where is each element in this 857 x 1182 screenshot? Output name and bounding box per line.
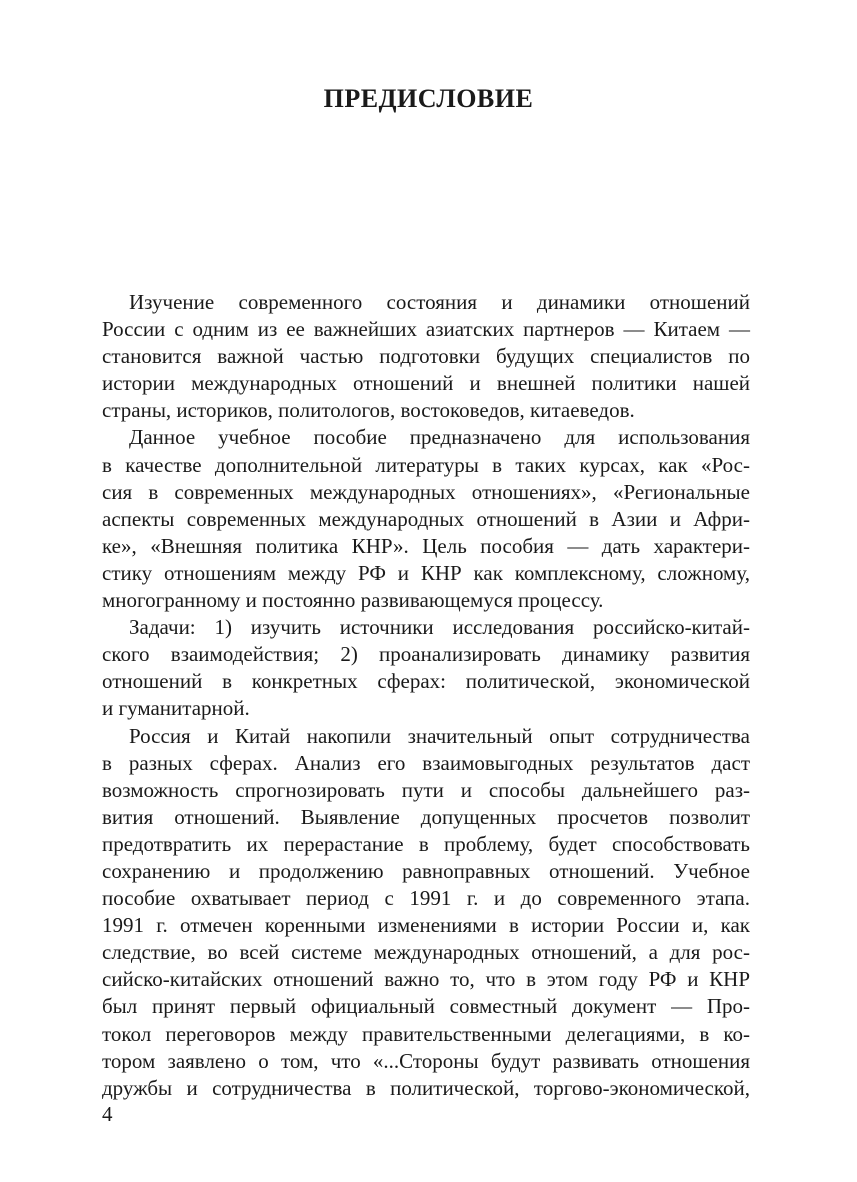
page-title: ПРЕДИСЛОВИЕ: [323, 84, 534, 113]
text-line: в качестве дополнительной литературы в таких курсах, как «Рос-: [102, 452, 750, 477]
text-line: Россия и Китай накопили значительный опыт сотрудничества: [129, 723, 750, 748]
text-line: многогранному и постоянно развивающемуся процессу.: [102, 588, 604, 613]
body-text: [102, 289, 750, 1102]
text-line: России с одним из ее важнейших азиатских партнеров — Китаем —: [102, 317, 750, 342]
text-line: сийско-китайских отношений важно то, что в этом году РФ и КНР: [102, 967, 750, 992]
text-line: и гуманитарной.: [102, 696, 250, 721]
text-line: страны, историков, политологов, востоковедов, китаеведов.: [102, 398, 635, 423]
page-number: 4: [102, 1102, 113, 1126]
text-line: Данное учебное пособие предназначено для использования: [129, 425, 750, 450]
text-line: следствие, во всей системе международных отношений, а для рос-: [102, 940, 750, 965]
text-line: сохранению и продолжению равноправных отношений. Учебное: [102, 858, 750, 883]
paragraph-3: [102, 614, 750, 722]
text-line: ского взаимодействия; 2) проанализировать динамику развития: [102, 642, 750, 667]
paragraph-4: [102, 723, 750, 1102]
text-line: Задачи: 1) изучить источники исследования российско-китай-: [129, 615, 750, 640]
text-line: возможность спрогнозировать пути и способы дальнейшего раз-: [102, 777, 750, 802]
text-line: становится важной частью подготовки будущих специалистов по: [102, 344, 750, 369]
paragraph-2: [102, 424, 750, 614]
paragraph-1: [102, 289, 750, 424]
text-line: в разных сферах. Анализ его взаимовыгодных результатов даст: [102, 750, 750, 775]
text-line: токол переговоров между правительственными делегациями, в ко-: [102, 1021, 750, 1046]
text-line: предотвратить их перерастание в проблему, будет способствовать: [102, 831, 750, 856]
text-line: был принят первый официальный совместный документ — Про-: [102, 994, 750, 1019]
text-line: стику отношениям между РФ и КНР как комплексному, сложному,: [102, 560, 750, 585]
text-line: Изучение современного состояния и динамики отношений: [129, 290, 750, 314]
text-line: дружбы и сотрудничества в политической, торгово-экономической,: [102, 1075, 750, 1100]
text-line: 1991 г. отмечен коренными изменениями в истории России и, как: [102, 913, 750, 938]
text-line: аспекты современных международных отношений в Азии и Афри-: [102, 506, 750, 531]
text-line: отношений в конкретных сферах: политической, экономической: [102, 669, 750, 694]
text-line: тором заявлено о том, что «...Стороны будут развивать отношения: [102, 1048, 750, 1073]
text-line: вития отношений. Выявление допущенных просчетов позволит: [102, 804, 750, 829]
text-line: истории международных отношений и внешней политики нашей: [102, 371, 750, 396]
text-line: сия в современных международных отношениях», «Региональные: [102, 479, 750, 504]
text-line: пособие охватывает период с 1991 г. и до современного этапа.: [102, 886, 750, 911]
text-line: ке», «Внешняя политика КНР». Цель пособия — дать характери-: [102, 533, 750, 558]
